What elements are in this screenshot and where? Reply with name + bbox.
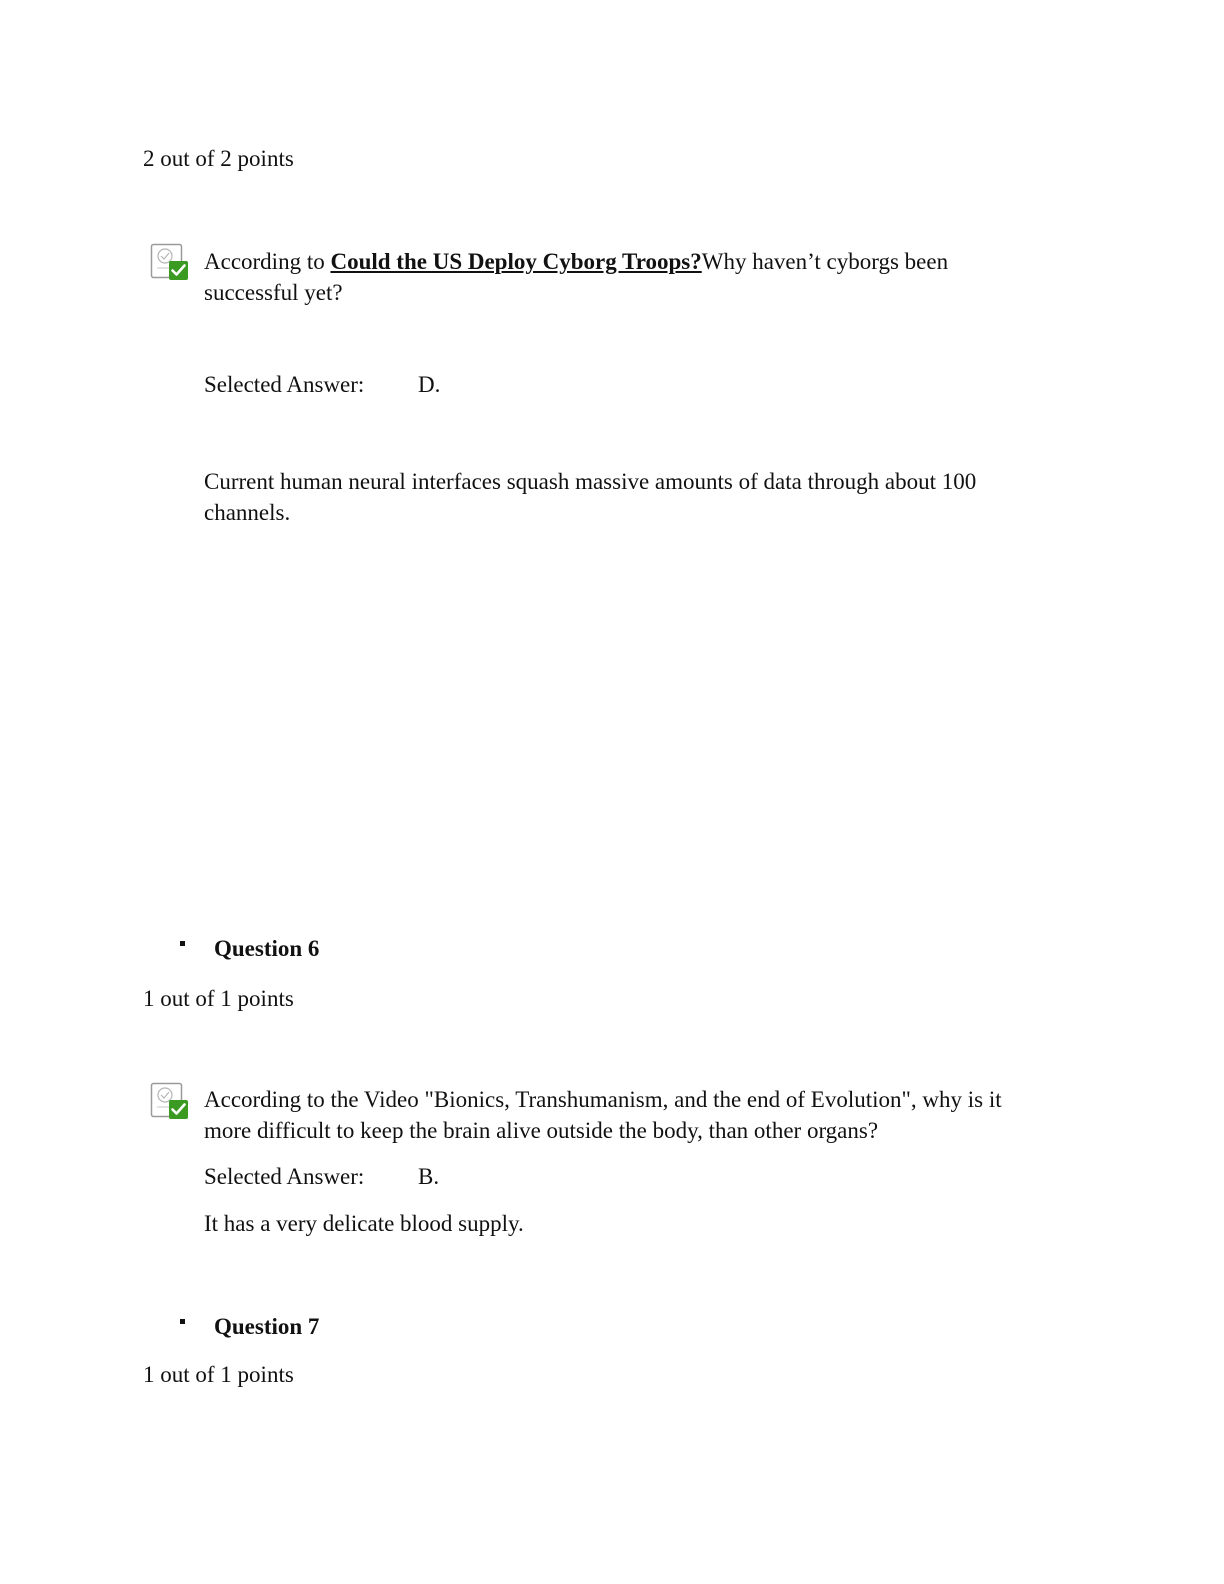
article-link[interactable]: Could the US Deploy Cyborg Troops?	[330, 249, 702, 274]
question-title: Question 6	[214, 936, 320, 961]
question-text: According to the Video "Bionics, Transhumanism, and the end of Evolution", why is it more difficult to keep the brain alive outside the body, than other organs?	[204, 1087, 1002, 1143]
bullet-icon	[180, 1319, 185, 1324]
points-score: 1 out of 1 points	[143, 1362, 294, 1387]
answer-text: Current human neural interfaces squash massive amounts of data through about 100 channels.	[204, 469, 977, 525]
selected-answer-letter: D.	[418, 372, 441, 397]
selected-answer-letter: B.	[418, 1164, 440, 1189]
question-title: Question 7	[214, 1314, 320, 1339]
bullet-icon	[180, 941, 185, 946]
question-text	[204, 246, 1014, 308]
answer-text: It has a very delicate blood supply.	[204, 1211, 524, 1236]
selected-answer-label: Selected Answer:	[204, 1164, 365, 1189]
correct-check-icon	[150, 1082, 190, 1120]
selected-answer-label: Selected Answer:	[204, 372, 365, 397]
points-score: 1 out of 1 points	[143, 986, 294, 1011]
points-score: 2 out of 2 points	[143, 146, 294, 171]
question-prefix: According to	[204, 249, 331, 274]
question-suffix: Why haven’t cyborgs been successful yet?	[204, 249, 949, 305]
correct-check-icon	[150, 243, 190, 281]
